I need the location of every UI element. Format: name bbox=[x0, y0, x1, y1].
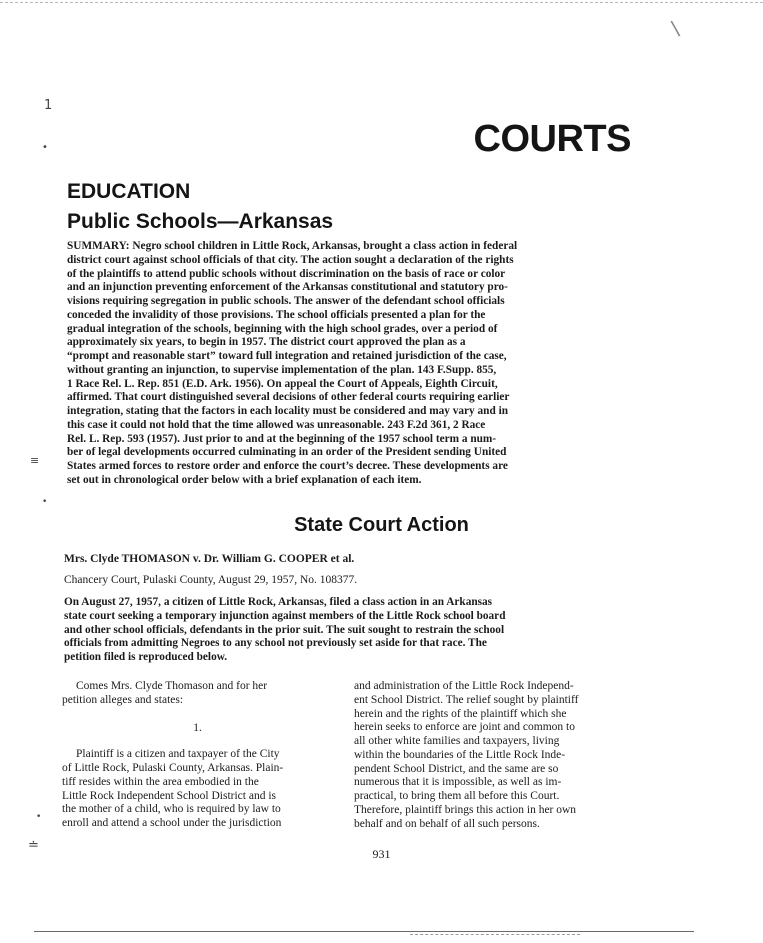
summary-line: approximately six years, to begin in 1957. The district court approved the plan as a bbox=[67, 336, 466, 349]
summary-line: conceded the invalidity of those provisions. The school officials presented a plan for the bbox=[67, 308, 486, 321]
petition-left-column bbox=[62, 680, 333, 831]
summary-line: SUMMARY: Negro school children in Little Rock, Arkansas, brought a class action in federal bbox=[67, 240, 518, 252]
paragraph-numeral: 1. bbox=[193, 721, 202, 734]
margin-mark: ≡ bbox=[30, 454, 40, 467]
petition-paragraph-1-continued bbox=[354, 680, 626, 831]
summary-line: without granting an injunction, to supervise implementation of the plan. 143 F.Supp. 855, bbox=[67, 363, 497, 376]
summary-line: and an injunction preventing enforcement of the Arkansas constitutional and statutory pro- bbox=[67, 281, 508, 294]
summary-line: affirmed. That court distinguished several decisions of other federal courts requiring earlier bbox=[67, 391, 510, 404]
intro-line: petition filed is reproduced below. bbox=[64, 651, 228, 664]
summary-line: this case it could not hold that the time allowed was unreasonable. 243 F.2d 361, 2 Race bbox=[67, 418, 486, 431]
section-heading: COURTS bbox=[473, 118, 631, 160]
summary-line: visions requiring segregation in public schools. The answer of the defendant school officials bbox=[67, 295, 505, 307]
summary-line: ber of legal developments occurred culminating in an order of the President sending United bbox=[67, 446, 507, 459]
subject-heading: EDUCATION bbox=[67, 180, 191, 203]
petition-line: petition alleges and states: bbox=[62, 693, 184, 706]
summary-paragraph bbox=[67, 240, 627, 488]
bottom-edge-rule bbox=[410, 934, 580, 935]
petition-line: Therefore, plaintiff brings this action in her own bbox=[354, 803, 577, 816]
petition-line: pendent School District, and the same are so bbox=[354, 762, 559, 775]
petition-line: Comes Mrs. Clyde Thomason and for her bbox=[76, 680, 268, 692]
petition-line: and administration of the Little Rock Independ- bbox=[354, 680, 574, 692]
summary-line: gradual integration of the schools, beginning with the high school grades, over a period of bbox=[67, 322, 498, 335]
petition-line: the mother of a child, who is required by law to bbox=[62, 803, 281, 816]
summary-line: Rel. L. Rep. 593 (1957). Just prior to and at the beginning of the 1957 school term a num- bbox=[67, 432, 497, 445]
petition-line: of Little Rock, Pulaski County, Arkansas. Plain- bbox=[62, 762, 284, 774]
intro-line: and other school officials, defendants in the prior suit. The suit sought to restrain the school bbox=[64, 623, 505, 636]
summary-line: 1 Race Rel. L. Rep. 851 (E.D. Ark. 1956). On appeal the Court of Appeals, Eighth Circuit, bbox=[67, 377, 498, 390]
petition-line: Little Rock Independent School District and is bbox=[62, 789, 276, 802]
intro-line: state court seeking a temporary injunction against members of the Little Rock school board bbox=[64, 609, 506, 622]
court-citation: Chancery Court, Pulaski County, August 29, 1957, No. 108377. bbox=[64, 574, 358, 586]
petition-right-column bbox=[354, 680, 626, 831]
intro-line: On August 27, 1957, a citizen of Little Rock, Arkansas, filed a class action in an Arkansas bbox=[64, 596, 493, 608]
summary-line: States armed forces to restore order and enforce the court’s decree. These developments are bbox=[67, 460, 508, 472]
petition-line: tiff resides within the area embodied in the bbox=[62, 775, 259, 788]
intro-paragraph bbox=[64, 596, 626, 665]
intro-line: officials from admitting Negroes to any school not previously set aside for that race. The bbox=[64, 637, 487, 650]
petition-opening bbox=[62, 680, 333, 708]
petition-line: ent School District. The relief sought by plaintiff bbox=[354, 693, 579, 706]
petition-paragraph-1 bbox=[62, 748, 333, 831]
case-caption: Mrs. Clyde THOMASON v. Dr. William G. COOPER et al. bbox=[64, 553, 355, 565]
page-number: 931 bbox=[372, 847, 391, 861]
summary-line: set out in chronological order below with a brief explanation of each item. bbox=[67, 473, 422, 486]
petition-line: numerous that it is impossible, as well as im- bbox=[354, 776, 562, 789]
margin-mark: 1 bbox=[44, 98, 53, 113]
petition-line: enroll and attend a school under the jurisdiction bbox=[62, 817, 282, 829]
petition-line: Plaintiff is a citizen and taxpayer of the City bbox=[76, 748, 280, 761]
petition-line: behalf and on behalf of all such persons. bbox=[354, 817, 540, 830]
margin-mark: ≐ bbox=[28, 838, 39, 853]
petition-line: within the boundaries of the Little Rock Inde- bbox=[354, 748, 566, 761]
summary-line: “prompt and reasonable start” toward full integration and retained jurisdiction of the case, bbox=[67, 350, 507, 362]
petition-line: herein and the rights of the plaintiff which she bbox=[354, 707, 567, 720]
summary-line: of the plaintiffs to attend public schools without discrimination on the basis of race or color bbox=[67, 267, 506, 280]
petition-line: herein seeks to enforce are joint and common to bbox=[354, 721, 575, 734]
top-edge-rule bbox=[0, 2, 763, 3]
topic-heading: Public Schools—Arkansas bbox=[67, 210, 334, 233]
corner-pencil-mark: \ bbox=[669, 15, 682, 41]
state-action-heading: State Court Action bbox=[294, 514, 469, 536]
summary-line: district court against school officials of that city. The action sought a declaration of the rights bbox=[67, 253, 514, 266]
margin-mark: • bbox=[36, 812, 42, 822]
petition-line: practical, to bring them all before this Court. bbox=[354, 790, 560, 802]
summary-line: integration, stating that the factors in each locality must be considered and may vary and in bbox=[67, 405, 508, 417]
margin-mark: • bbox=[42, 142, 48, 153]
bottom-edge-rule bbox=[34, 931, 694, 932]
margin-mark: • bbox=[42, 497, 48, 507]
petition-line: all other white families and taxpayers, living bbox=[354, 735, 560, 747]
